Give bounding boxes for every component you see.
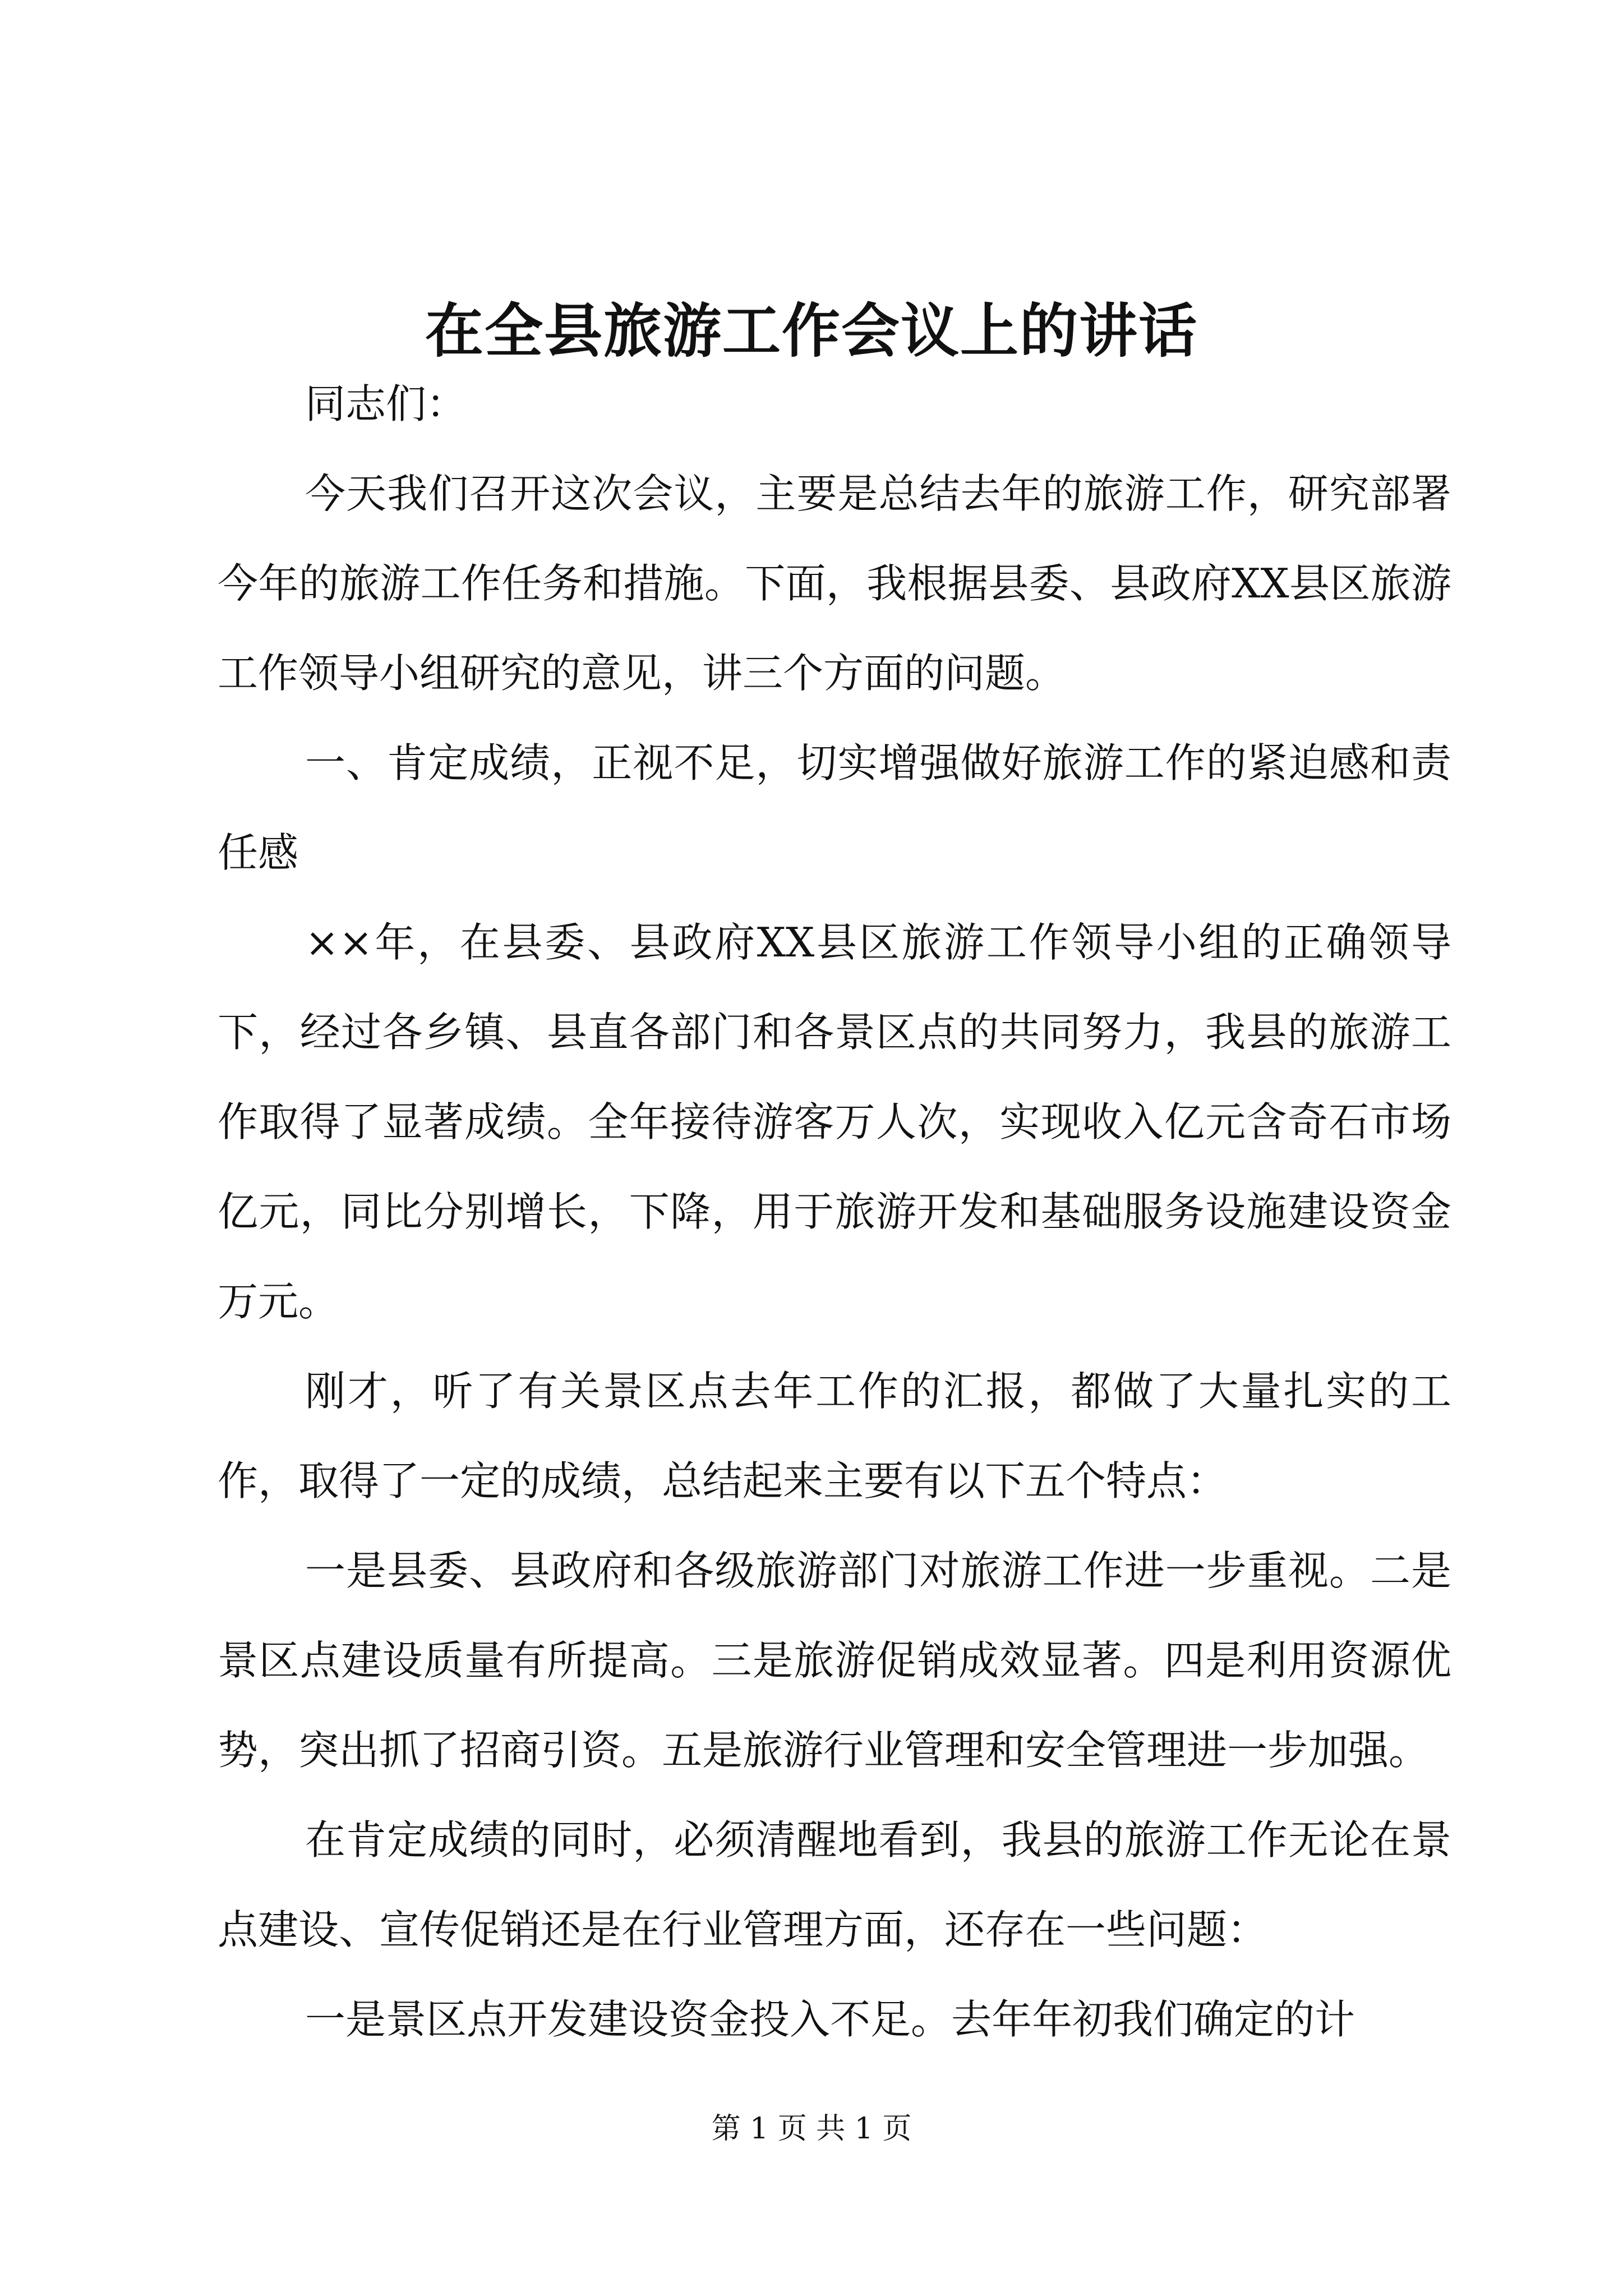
problems-intro-paragraph: 在肯定成绩的同时，必须清醒地看到，我县的旅游工作无论在景点建设、宣传促销还是在行业管理方面，还存在一些问题： bbox=[218, 1816, 1451, 1953]
section-heading-1: 一、肯定成绩，正视不足，切实增强做好旅游工作的紧迫感和责任感 bbox=[218, 739, 1451, 876]
greeting-paragraph: 同志们： bbox=[305, 380, 467, 427]
achievements-paragraph: ××年，在县委、县政府XX县区旅游工作领导小组的正确领导下，经过各乡镇、县直各部门和各景区点的共同努力，我县的旅游工作取得了显著成绩。全年接待游客万人次，实现收入亿元含奇石市场亿元，同比分别增长，下降，用于旅游开发和基础服务设施建设资金万元。 bbox=[218, 919, 1451, 1325]
report-summary-paragraph: 刚才，听了有关景区点去年工作的汇报，都做了大量扎实的工作，取得了一定的成绩，总结起来主要有以下五个特点： bbox=[218, 1368, 1451, 1504]
document-body bbox=[218, 359, 1451, 2064]
problem-one-paragraph: 一是景区点开发建设资金投入不足。去年年初我们确定的计 bbox=[305, 1996, 1355, 2043]
page-number-footer: 第 1 页 共 1 页 bbox=[711, 2112, 912, 2146]
document-title: 在全县旅游工作会议上的讲话 bbox=[425, 296, 1198, 365]
five-features-paragraph: 一是县委、县政府和各级旅游部门对旅游工作进一步重视。二是景区点建设质量有所提高。三是旅游促销成效显著。四是利用资源优势，突出抓了招商引资。五是旅游行业管理和安全管理进一步加强。 bbox=[218, 1547, 1451, 1774]
intro-paragraph: 今天我们召开这次会议，主要是总结去年的旅游工作，研究部署今年的旅游工作任务和措施。下面，我根据县委、县政府XX县区旅游工作领导小组研究的意见，讲三个方面的问题。 bbox=[218, 470, 1451, 697]
